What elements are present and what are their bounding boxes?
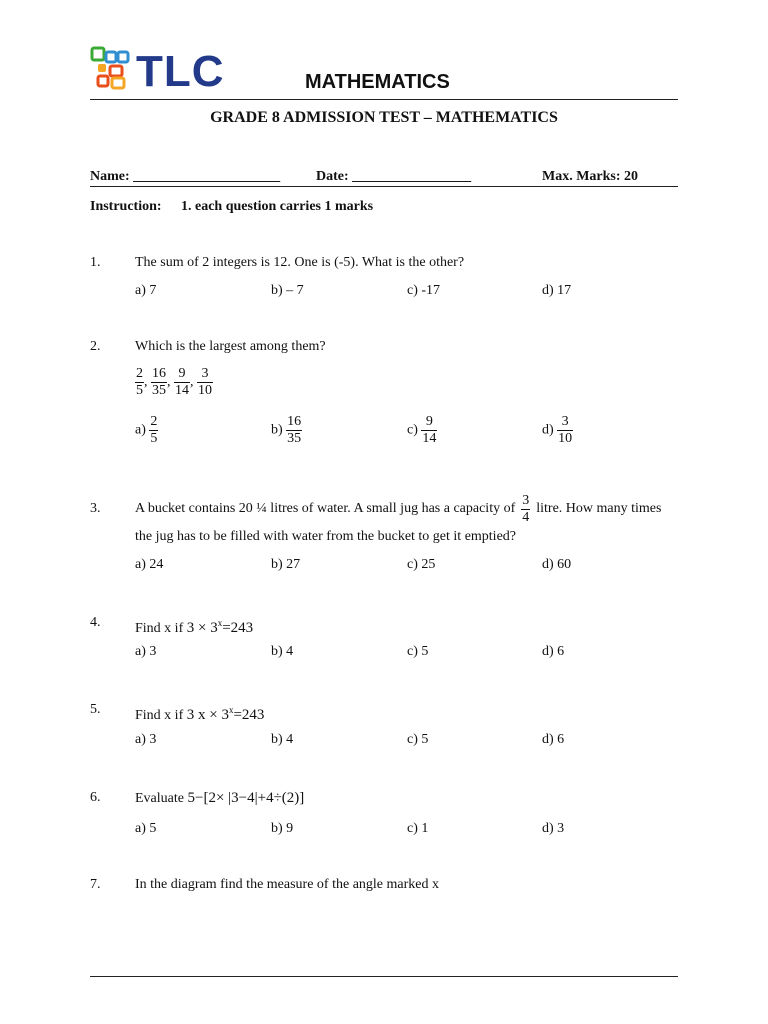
option-c[interactable]: c) 25 [407,557,436,572]
subject-heading: MATHEMATICS [305,71,450,93]
option-b[interactable]: b) – 7 [271,283,304,298]
question-text: A bucket contains 20 ¼ litres of water. A small jug has a capacity of $\frac{3}{4}$ litre. How many times [135,492,662,525]
question-number: 4. [90,615,101,630]
header-divider [90,99,678,100]
option-a[interactable]: a) 3 [135,644,157,659]
fraction: $\frac{16}{35}$ [152,366,166,398]
question-text: In the diagram find the measure of the angle marked x [135,877,439,892]
option-b[interactable]: b) 4 [271,732,294,747]
footer-divider [90,976,678,977]
math-expression: 5−[2× |3−4|+4÷(2)] [187,790,305,806]
option-d[interactable]: d) 6 [542,644,565,659]
logo-text: TLC [136,47,225,96]
math-expression: 3 $x \times 3^x=243$ [186,705,265,723]
option-b[interactable]: b) 9 [271,821,294,836]
option-d[interactable]: d) 6 [542,732,565,747]
option-d[interactable]: d) 60 [542,557,572,572]
question-number: 2. [90,339,101,354]
question-number: 1. [90,255,101,270]
option-a[interactable]: a) $\frac{2}{5}$ [135,414,158,446]
option-a[interactable]: a) 3 [135,732,157,747]
name-field: Name: _____________________ [90,169,281,184]
fraction: $\frac{2}{5}$ [136,366,143,398]
question-number: 6. [90,790,101,805]
option-c[interactable]: c) 1 [407,821,429,836]
math-expression: $3 \times 3^x=243$ [186,618,254,636]
option-a[interactable]: a) 24 [135,557,164,572]
fraction: $\frac{3}{10}$ [198,366,212,398]
option-c[interactable]: c) $\frac{9}{14}$ [407,414,437,446]
option-a[interactable]: a) 7 [135,283,157,298]
option-c[interactable]: c) 5 [407,732,429,747]
option-b[interactable]: b) 27 [271,557,301,572]
option-c[interactable]: c) -17 [407,283,441,298]
question-number: 7. [90,877,101,892]
instruction-text: 1. each question carries 1 marks [181,199,374,214]
question-text: Which is the largest among them? [135,339,326,354]
question-text: Find x if 3 $x \times 3^x=243$ [135,705,265,723]
logo [90,46,240,94]
option-d[interactable]: d) 17 [542,283,572,298]
date-field: Date: _________________ [316,169,472,184]
logo-squares-icon [90,46,136,92]
question-text-line2: the jug has to be filled with water from the bucket to get it emptied? [135,529,517,544]
info-divider [90,186,678,187]
question-number: 5. [90,702,101,717]
max-marks: Max. Marks: 20 [542,169,639,184]
question-text: Find x if $3 \times 3^x=243$ [135,618,254,636]
option-b[interactable]: b) $\frac{16}{35}$ [271,414,302,446]
question-number: 3. [90,501,101,516]
question-text: Evaluate 5−[2× |3−4|+4÷(2)] [135,790,305,806]
option-c[interactable]: c) 5 [407,644,429,659]
question-text: The sum of 2 integers is 12. One is (-5). What is the other? [135,255,465,270]
option-b[interactable]: b) 4 [271,644,294,659]
fraction: $\frac{9}{14}$ [175,366,189,398]
option-d[interactable]: d) $\frac{3}{10}$ [542,414,573,446]
instruction-label: Instruction: [90,199,162,214]
option-d[interactable]: d) 3 [542,821,565,836]
option-a[interactable]: a) 5 [135,821,157,836]
page-title: GRADE 8 ADMISSION TEST – MATHEMATICS [210,109,558,126]
fraction-list: $\frac{2}{5}$ , $\frac{16}{35}$ , $\frac{9}{14}$ , $\frac{3}{10}$ [136,366,212,398]
